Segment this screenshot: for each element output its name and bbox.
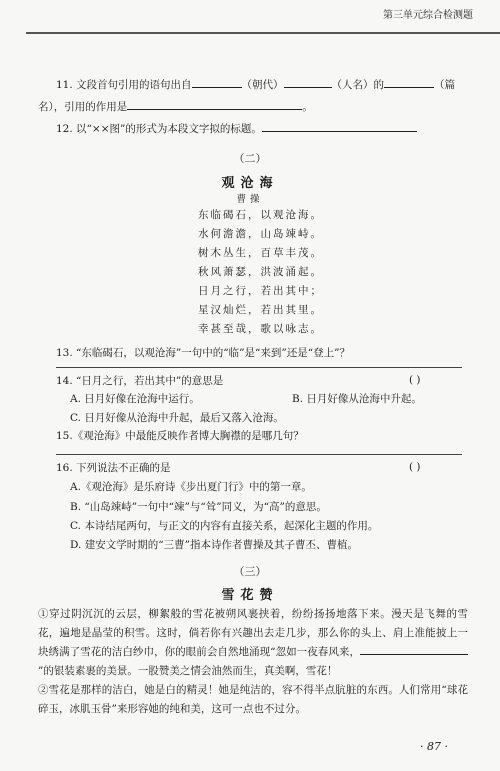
question-11-line1: [56, 76, 455, 92]
q16-option-d: D. 建安文学时期的“三曹”指本诗作者曹操及其子曹丕、曹植。: [70, 539, 358, 551]
q11-text: （朝代）: [241, 79, 284, 91]
poem-line: 秋风萧瑟，洪波涌起。: [198, 266, 323, 278]
paragraph-2: ②雪花是那样的洁白，她是白的精灵！她是纯洁的，容不得半点肮脏的东西。人们常用“球花碎玉，冰肌玉骨”来形容她的纯和美，这可一点也不过分。: [38, 684, 468, 715]
section-2-label: （二）: [233, 152, 267, 165]
q14-option-b: B. 日月好像从沧海中升起。: [292, 393, 422, 405]
q14-option-a: A. 日月好像在沧海中运行。: [70, 393, 200, 405]
page-number: · 87 ·: [420, 740, 448, 753]
poem-author: 曹操: [236, 194, 264, 205]
poem-line: 日月之行，若出其中；: [198, 285, 323, 297]
q16-answer-paren[interactable]: ( ): [409, 461, 421, 473]
q11-text: 11. 文段首句引用的语句出自: [56, 79, 192, 91]
q12-text: 12. 以“××图”的形式为本段文字拟的标题。: [56, 123, 262, 135]
q11-text: （篇: [434, 79, 456, 91]
paragraph-1: [38, 605, 468, 681]
q14-option-c: C. 日月好像从沧海中升起，最后又落入沧海。: [70, 412, 284, 424]
q16-option-b: B. “山岛竦峙”一句中“竦”与“耸”同义，为“高”的意思。: [70, 501, 327, 513]
question-15: 15.《观沧海》中最能反映作者博大胸襟的是哪几句？: [56, 430, 304, 442]
poem-line: 东临碣石，以观沧海。: [198, 209, 323, 221]
q11-text: 。: [302, 101, 313, 113]
question-12: [56, 120, 417, 136]
paragraph-1-blank[interactable]: [360, 643, 468, 655]
poem-line: 星汉灿烂，若出其里。: [198, 304, 323, 316]
running-header: 第三单元综合检测题: [383, 10, 473, 21]
q11-blank-dynasty[interactable]: [192, 76, 242, 88]
paragraph-1-text: ①穿过阴沉沉的云层，柳絮般的雪花被朔风裹挟着，纷纷扬扬地落下来。漫天是飞舞的雪花，遍地是晶莹的积雪。这时，倘若你有兴趣出去走几步，那么你的头上、肩上准能披上一块绣满了雪花的洁白纱巾，你的眼前会自然地涌现“忽如一夜春风来，: [38, 608, 468, 658]
poem-line: 幸甚至哉，歌以咏志。: [198, 323, 323, 335]
poem-line: 水何澹澹，山岛竦峙。: [198, 228, 323, 240]
poem-line: 树木丛生，百草丰茂。: [198, 247, 323, 259]
essay-title: 雪花赞: [221, 588, 279, 603]
q14-answer-paren[interactable]: ( ): [409, 374, 421, 386]
q11-text: （人名）的: [331, 79, 385, 91]
question-13: 13. “东临碣石，以观沧海”一句中的“临”是“来到”还是“登上”？: [56, 347, 350, 359]
q13-answer-line[interactable]: [56, 367, 462, 368]
question-16: 16. 下列说法不正确的是: [56, 462, 171, 474]
paragraph-1-text: ”的银装素裹的美景。一股赞美之情会油然而生，真美啊，雪花！: [38, 665, 338, 677]
question-11-line2: [38, 98, 313, 114]
q11-text: 名），引用的作用是: [38, 101, 128, 113]
q11-blank-title[interactable]: [384, 76, 434, 88]
q16-option-a: A.《观沧海》是乐府诗《步出夏门行》中的第一章。: [70, 481, 312, 493]
q16-option-c: C. 本诗结尾两句，与正文的内容有直接关系，起深化主题的作用。: [70, 520, 379, 532]
q11-blank-function[interactable]: [127, 98, 302, 110]
q12-blank-title[interactable]: [262, 120, 417, 132]
poem-title: 观沧海: [221, 176, 279, 191]
section-3-label: （三）: [233, 565, 267, 578]
question-14: 14. “日月之行，若出其中”的意思是: [56, 375, 224, 387]
q11-blank-author[interactable]: [284, 76, 332, 88]
header-rule: [26, 32, 500, 34]
q15-answer-line[interactable]: [56, 454, 462, 455]
